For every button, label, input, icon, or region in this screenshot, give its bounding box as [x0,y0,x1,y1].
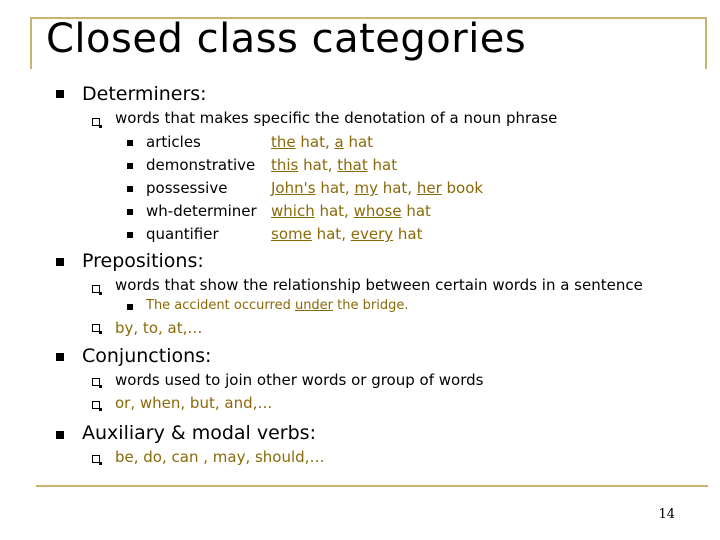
example-text: hat, [295,133,335,151]
determiner-example [271,178,483,198]
bullet-prepositions [56,258,64,266]
bullet-conjunctions [56,353,64,361]
bullet-determiner-type [127,140,133,146]
example-text: book [441,179,484,197]
example-word-underlined: under [294,298,334,313]
frame-bottom-line [36,485,708,487]
frame-left-line [30,17,32,69]
example-text: hat [343,133,374,151]
page-number: 14 [658,507,675,522]
example-word-underlined: my [354,179,378,197]
prepositions-list: by, to, at,… [115,319,203,337]
example-text: hat, [298,156,338,174]
heading-auxiliary: Auxiliary & modal verbs: [82,422,316,444]
determiner-type-label: demonstrative [146,156,256,174]
example-text: hat, [314,202,354,220]
bullet-determiners [56,90,64,98]
bullet-determiner-type [127,163,133,169]
example-word-underlined: John's [271,179,316,197]
example-text: hat, [311,225,351,243]
example-word-underlined: whose [353,202,402,220]
heading-conjunctions: Conjunctions: [82,345,212,367]
bullet-determiner-type [127,186,133,192]
bullet-determiner-type [127,232,133,238]
sub-bullet-icon [92,324,100,332]
heading-determiners: Determiners: [82,83,207,105]
sub-bullet-icon [92,378,100,386]
conjunctions-description: words used to join other words or group of words [115,371,484,389]
example-word-underlined: every [350,225,394,243]
conjunctions-list: or, when, but, and,… [115,394,273,412]
example-text: hat [367,156,398,174]
sub-bullet-icon [92,118,100,126]
determiner-example [271,201,431,221]
determiner-type-label: articles [146,133,201,151]
sub-bullet-icon [92,401,100,409]
example-text: hat [401,202,431,220]
example-word-underlined: some [271,225,312,243]
determiner-example [271,155,397,175]
bullet-determiner-type [127,209,133,215]
example-word-underlined: the [271,133,296,151]
example-word-underlined: a [334,133,344,151]
determiner-type-label: possessive [146,179,228,197]
prepositions-description: words that show the relationship between certain words in a sentence [115,276,643,294]
determiner-example [271,132,373,152]
bullet-auxiliary [56,431,64,439]
example-text: hat, [315,179,355,197]
determiner-type-label: wh-determiner [146,202,257,220]
sub-bullet-icon [92,455,100,463]
slide-title: Closed class categories [46,16,527,62]
determiner-example [271,224,422,244]
example-word-underlined: her [416,179,442,197]
bullet-example [127,304,133,310]
example-text: The accident occurred [146,298,295,313]
example-text: hat, [377,179,417,197]
sub-bullet-icon [92,285,100,293]
heading-prepositions: Prepositions: [82,250,204,272]
example-word-underlined: that [337,156,368,174]
example-word-underlined: which [271,202,315,220]
determiner-type-label: quantifier [146,225,219,243]
determiners-description: words that makes specific the denotation of a noun phrase [115,109,558,127]
example-word-underlined: this [271,156,299,174]
example-text: hat [393,225,423,243]
example-text: the bridge. [333,298,409,313]
auxiliary-list: be, do, can , may, should,… [115,448,325,466]
prepositions-example-sentence [146,297,408,315]
frame-right-line [705,17,707,69]
